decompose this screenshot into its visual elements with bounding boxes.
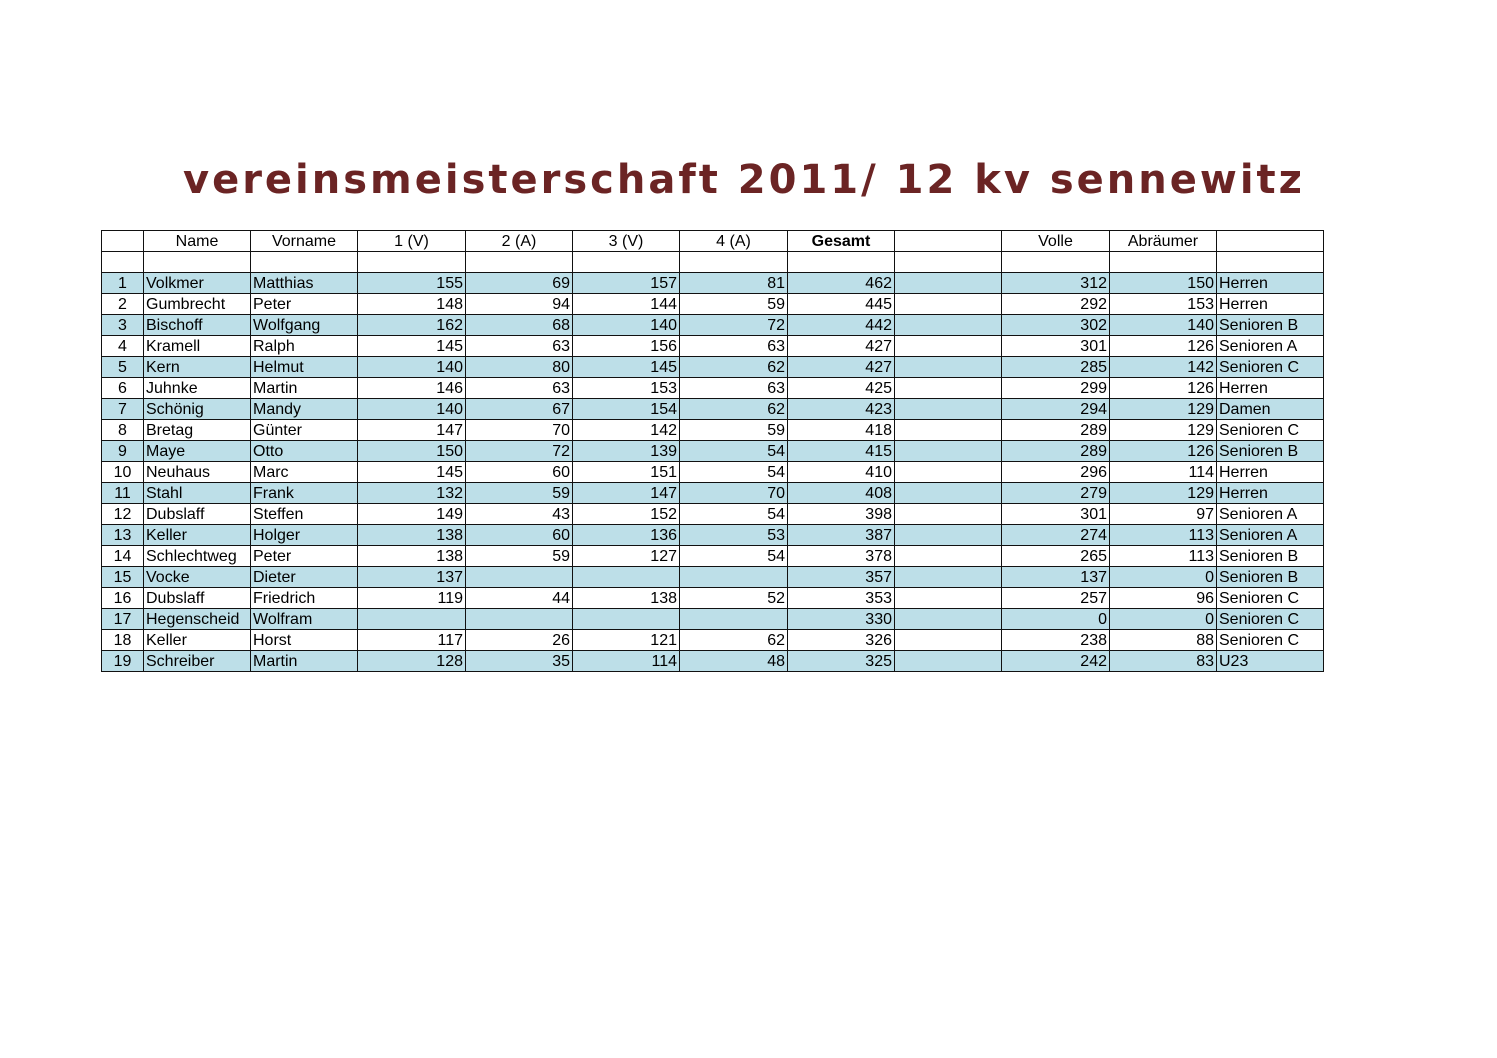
cell-round-1: 155 <box>358 273 466 294</box>
table-row <box>102 525 1324 546</box>
cell-klasse: Senioren A <box>1217 336 1324 357</box>
cell-volle: 299 <box>1002 378 1110 399</box>
cell-klasse: Herren <box>1217 273 1324 294</box>
cell-klasse: Damen <box>1217 399 1324 420</box>
cell-volle: 292 <box>1002 294 1110 315</box>
cell-round-2: 26 <box>466 630 573 651</box>
cell-rank: 11 <box>102 483 144 504</box>
cell-round-4: 54 <box>680 441 788 462</box>
cell-round-1: 138 <box>358 525 466 546</box>
header-round-3: 3 (V) <box>573 231 680 252</box>
cell-extra <box>895 483 1002 504</box>
cell-name: Schreiber <box>144 651 251 672</box>
cell-gesamt: 398 <box>788 504 895 525</box>
cell-extra <box>895 567 1002 588</box>
cell-round-3 <box>573 567 680 588</box>
cell-name: Volkmer <box>144 273 251 294</box>
cell-round-1: 119 <box>358 588 466 609</box>
cell-extra <box>895 609 1002 630</box>
cell-abraeumer: 129 <box>1110 483 1217 504</box>
cell-abraeumer: 142 <box>1110 357 1217 378</box>
table-row <box>102 273 1324 294</box>
cell-round-1: 162 <box>358 315 466 336</box>
cell-gesamt: 418 <box>788 420 895 441</box>
cell-round-3: 140 <box>573 315 680 336</box>
cell-volle: 137 <box>1002 567 1110 588</box>
cell-round-1: 128 <box>358 651 466 672</box>
page-title: vereinsmeisterschaft 2011/ 12 kv sennewitz <box>183 157 1305 203</box>
cell-rank: 13 <box>102 525 144 546</box>
cell-round-3: 138 <box>573 588 680 609</box>
cell-gesamt: 378 <box>788 546 895 567</box>
cell-round-3: 151 <box>573 462 680 483</box>
cell-round-1: 150 <box>358 441 466 462</box>
header-round-2: 2 (A) <box>466 231 573 252</box>
cell-round-2: 70 <box>466 420 573 441</box>
cell-name: Juhnke <box>144 378 251 399</box>
cell-rank: 16 <box>102 588 144 609</box>
cell-round-4: 59 <box>680 420 788 441</box>
table-header <box>102 231 1324 252</box>
cell-volle: 279 <box>1002 483 1110 504</box>
cell-gesamt: 445 <box>788 294 895 315</box>
cell-round-2: 69 <box>466 273 573 294</box>
cell-round-2: 60 <box>466 525 573 546</box>
cell-round-4: 81 <box>680 273 788 294</box>
cell-extra <box>895 546 1002 567</box>
cell-gesamt: 357 <box>788 567 895 588</box>
cell-round-1: 132 <box>358 483 466 504</box>
cell-gesamt: 462 <box>788 273 895 294</box>
cell-extra <box>895 630 1002 651</box>
cell-volle: 301 <box>1002 336 1110 357</box>
cell-abraeumer: 0 <box>1110 567 1217 588</box>
cell-extra <box>895 420 1002 441</box>
cell-vorname: Horst <box>251 630 358 651</box>
cell-extra <box>895 315 1002 336</box>
cell-rank: 6 <box>102 378 144 399</box>
cell-round-3: 144 <box>573 294 680 315</box>
cell-round-2: 35 <box>466 651 573 672</box>
cell-klasse: Senioren A <box>1217 504 1324 525</box>
standings-table <box>101 230 1324 672</box>
cell-gesamt: 427 <box>788 357 895 378</box>
cell-volle: 238 <box>1002 630 1110 651</box>
cell-round-3: 157 <box>573 273 680 294</box>
table-row <box>102 651 1324 672</box>
cell-vorname: Holger <box>251 525 358 546</box>
cell-gesamt: 387 <box>788 525 895 546</box>
spacer-row <box>102 252 1324 273</box>
cell-extra <box>895 525 1002 546</box>
cell-volle: 257 <box>1002 588 1110 609</box>
cell-vorname: Günter <box>251 420 358 441</box>
cell-extra <box>895 399 1002 420</box>
cell-extra <box>895 462 1002 483</box>
header-klasse <box>1217 231 1324 252</box>
cell-abraeumer: 0 <box>1110 609 1217 630</box>
cell-rank: 1 <box>102 273 144 294</box>
cell-extra <box>895 378 1002 399</box>
cell-gesamt: 326 <box>788 630 895 651</box>
cell-klasse: Senioren C <box>1217 357 1324 378</box>
cell-gesamt: 425 <box>788 378 895 399</box>
cell-klasse: Senioren A <box>1217 525 1324 546</box>
cell-round-2: 67 <box>466 399 573 420</box>
table-row <box>102 378 1324 399</box>
cell-round-4 <box>680 609 788 630</box>
cell-volle: 285 <box>1002 357 1110 378</box>
cell-volle: 312 <box>1002 273 1110 294</box>
cell-abraeumer: 113 <box>1110 525 1217 546</box>
cell-rank: 10 <box>102 462 144 483</box>
cell-round-4: 62 <box>680 630 788 651</box>
cell-abraeumer: 129 <box>1110 399 1217 420</box>
header-name: Name <box>144 231 251 252</box>
cell-klasse: Senioren C <box>1217 588 1324 609</box>
cell-name: Kern <box>144 357 251 378</box>
cell-volle: 274 <box>1002 525 1110 546</box>
table-row <box>102 336 1324 357</box>
cell-gesamt: 330 <box>788 609 895 630</box>
cell-name: Hegenscheid <box>144 609 251 630</box>
cell-round-2: 94 <box>466 294 573 315</box>
cell-name: Vocke <box>144 567 251 588</box>
cell-gesamt: 325 <box>788 651 895 672</box>
cell-name: Keller <box>144 630 251 651</box>
header-round-1: 1 (V) <box>358 231 466 252</box>
cell-extra <box>895 504 1002 525</box>
cell-round-1: 145 <box>358 336 466 357</box>
cell-round-2 <box>466 609 573 630</box>
cell-name: Bischoff <box>144 315 251 336</box>
cell-abraeumer: 126 <box>1110 378 1217 399</box>
cell-volle: 289 <box>1002 441 1110 462</box>
cell-volle: 301 <box>1002 504 1110 525</box>
cell-volle: 296 <box>1002 462 1110 483</box>
cell-round-4: 53 <box>680 525 788 546</box>
cell-name: Schönig <box>144 399 251 420</box>
cell-volle: 289 <box>1002 420 1110 441</box>
cell-round-3: 139 <box>573 441 680 462</box>
cell-round-3: 145 <box>573 357 680 378</box>
cell-abraeumer: 88 <box>1110 630 1217 651</box>
cell-volle: 242 <box>1002 651 1110 672</box>
cell-volle: 294 <box>1002 399 1110 420</box>
cell-round-1: 138 <box>358 546 466 567</box>
cell-gesamt: 415 <box>788 441 895 462</box>
cell-round-4: 54 <box>680 504 788 525</box>
table-row <box>102 441 1324 462</box>
cell-volle: 0 <box>1002 609 1110 630</box>
cell-extra <box>895 441 1002 462</box>
cell-volle: 265 <box>1002 546 1110 567</box>
cell-round-1: 137 <box>358 567 466 588</box>
cell-gesamt: 442 <box>788 315 895 336</box>
cell-round-3: 136 <box>573 525 680 546</box>
cell-klasse: Herren <box>1217 483 1324 504</box>
cell-round-3 <box>573 609 680 630</box>
cell-vorname: Mandy <box>251 399 358 420</box>
cell-abraeumer: 83 <box>1110 651 1217 672</box>
table-row <box>102 420 1324 441</box>
cell-round-2: 59 <box>466 546 573 567</box>
cell-vorname: Helmut <box>251 357 358 378</box>
table-row <box>102 588 1324 609</box>
table-row <box>102 546 1324 567</box>
header-rank <box>102 231 144 252</box>
cell-abraeumer: 113 <box>1110 546 1217 567</box>
cell-round-3: 114 <box>573 651 680 672</box>
cell-volle: 302 <box>1002 315 1110 336</box>
cell-gesamt: 408 <box>788 483 895 504</box>
cell-round-2 <box>466 567 573 588</box>
cell-rank: 2 <box>102 294 144 315</box>
header-row <box>102 231 1324 252</box>
table-row <box>102 504 1324 525</box>
cell-vorname: Friedrich <box>251 588 358 609</box>
cell-round-3: 154 <box>573 399 680 420</box>
cell-round-2: 60 <box>466 462 573 483</box>
cell-vorname: Wolfgang <box>251 315 358 336</box>
cell-round-3: 127 <box>573 546 680 567</box>
cell-name: Maye <box>144 441 251 462</box>
table-row <box>102 357 1324 378</box>
cell-rank: 18 <box>102 630 144 651</box>
header-abraeumer: Abräumer <box>1110 231 1217 252</box>
cell-vorname: Otto <box>251 441 358 462</box>
cell-vorname: Dieter <box>251 567 358 588</box>
cell-vorname: Ralph <box>251 336 358 357</box>
cell-round-4: 54 <box>680 546 788 567</box>
cell-klasse: Senioren B <box>1217 441 1324 462</box>
cell-vorname: Matthias <box>251 273 358 294</box>
cell-round-4: 70 <box>680 483 788 504</box>
cell-klasse: Senioren C <box>1217 420 1324 441</box>
cell-klasse: Senioren C <box>1217 609 1324 630</box>
table-body <box>102 252 1324 672</box>
cell-rank: 8 <box>102 420 144 441</box>
cell-klasse: Herren <box>1217 378 1324 399</box>
cell-vorname: Wolfram <box>251 609 358 630</box>
table-row <box>102 399 1324 420</box>
cell-round-4: 48 <box>680 651 788 672</box>
cell-abraeumer: 114 <box>1110 462 1217 483</box>
cell-round-3: 121 <box>573 630 680 651</box>
cell-vorname: Peter <box>251 294 358 315</box>
cell-rank: 5 <box>102 357 144 378</box>
cell-rank: 15 <box>102 567 144 588</box>
cell-extra <box>895 273 1002 294</box>
cell-abraeumer: 153 <box>1110 294 1217 315</box>
cell-klasse: U23 <box>1217 651 1324 672</box>
cell-abraeumer: 140 <box>1110 315 1217 336</box>
cell-klasse: Senioren B <box>1217 546 1324 567</box>
cell-round-2: 63 <box>466 378 573 399</box>
cell-extra <box>895 588 1002 609</box>
cell-gesamt: 410 <box>788 462 895 483</box>
header-round-4: 4 (A) <box>680 231 788 252</box>
cell-vorname: Frank <box>251 483 358 504</box>
cell-round-3: 147 <box>573 483 680 504</box>
cell-round-4 <box>680 567 788 588</box>
cell-round-4: 59 <box>680 294 788 315</box>
cell-gesamt: 423 <box>788 399 895 420</box>
cell-rank: 9 <box>102 441 144 462</box>
cell-round-1: 147 <box>358 420 466 441</box>
cell-round-3: 152 <box>573 504 680 525</box>
table-row <box>102 315 1324 336</box>
cell-round-4: 72 <box>680 315 788 336</box>
cell-name: Kramell <box>144 336 251 357</box>
cell-rank: 19 <box>102 651 144 672</box>
cell-klasse: Senioren B <box>1217 315 1324 336</box>
cell-klasse: Herren <box>1217 294 1324 315</box>
cell-round-1: 140 <box>358 399 466 420</box>
cell-rank: 17 <box>102 609 144 630</box>
cell-round-1: 149 <box>358 504 466 525</box>
cell-round-2: 63 <box>466 336 573 357</box>
cell-round-3: 142 <box>573 420 680 441</box>
cell-extra <box>895 357 1002 378</box>
cell-klasse: Herren <box>1217 462 1324 483</box>
cell-round-4: 54 <box>680 462 788 483</box>
cell-name: Gumbrecht <box>144 294 251 315</box>
cell-round-2: 43 <box>466 504 573 525</box>
cell-klasse: Senioren C <box>1217 630 1324 651</box>
cell-rank: 14 <box>102 546 144 567</box>
cell-name: Bretag <box>144 420 251 441</box>
cell-extra <box>895 294 1002 315</box>
cell-abraeumer: 126 <box>1110 441 1217 462</box>
cell-rank: 3 <box>102 315 144 336</box>
cell-round-1: 145 <box>358 462 466 483</box>
cell-round-2: 68 <box>466 315 573 336</box>
cell-round-4: 62 <box>680 399 788 420</box>
header-vorname: Vorname <box>251 231 358 252</box>
cell-round-2: 44 <box>466 588 573 609</box>
cell-rank: 12 <box>102 504 144 525</box>
cell-klasse: Senioren B <box>1217 567 1324 588</box>
cell-round-3: 153 <box>573 378 680 399</box>
cell-round-1 <box>358 609 466 630</box>
table-row <box>102 294 1324 315</box>
cell-abraeumer: 126 <box>1110 336 1217 357</box>
cell-abraeumer: 129 <box>1110 420 1217 441</box>
header-volle: Volle <box>1002 231 1110 252</box>
cell-abraeumer: 97 <box>1110 504 1217 525</box>
cell-name: Neuhaus <box>144 462 251 483</box>
cell-vorname: Martin <box>251 651 358 672</box>
table-row <box>102 630 1324 651</box>
cell-round-1: 148 <box>358 294 466 315</box>
cell-name: Keller <box>144 525 251 546</box>
cell-round-2: 59 <box>466 483 573 504</box>
cell-extra <box>895 336 1002 357</box>
cell-name: Stahl <box>144 483 251 504</box>
cell-vorname: Martin <box>251 378 358 399</box>
cell-round-1: 146 <box>358 378 466 399</box>
cell-extra <box>895 651 1002 672</box>
table-row <box>102 462 1324 483</box>
cell-gesamt: 353 <box>788 588 895 609</box>
cell-round-4: 62 <box>680 357 788 378</box>
cell-rank: 4 <box>102 336 144 357</box>
cell-round-1: 140 <box>358 357 466 378</box>
cell-round-4: 63 <box>680 336 788 357</box>
cell-vorname: Steffen <box>251 504 358 525</box>
cell-name: Dubslaff <box>144 504 251 525</box>
cell-gesamt: 427 <box>788 336 895 357</box>
cell-round-4: 52 <box>680 588 788 609</box>
cell-round-4: 63 <box>680 378 788 399</box>
cell-round-3: 156 <box>573 336 680 357</box>
cell-round-2: 72 <box>466 441 573 462</box>
table-row <box>102 483 1324 504</box>
cell-rank: 7 <box>102 399 144 420</box>
cell-name: Schlechtweg <box>144 546 251 567</box>
cell-vorname: Marc <box>251 462 358 483</box>
cell-name: Dubslaff <box>144 588 251 609</box>
cell-vorname: Peter <box>251 546 358 567</box>
cell-abraeumer: 96 <box>1110 588 1217 609</box>
cell-abraeumer: 150 <box>1110 273 1217 294</box>
cell-round-1: 117 <box>358 630 466 651</box>
table-row <box>102 609 1324 630</box>
cell-round-2: 80 <box>466 357 573 378</box>
header-extra <box>895 231 1002 252</box>
table-row <box>102 567 1324 588</box>
header-gesamt: Gesamt <box>788 231 895 252</box>
